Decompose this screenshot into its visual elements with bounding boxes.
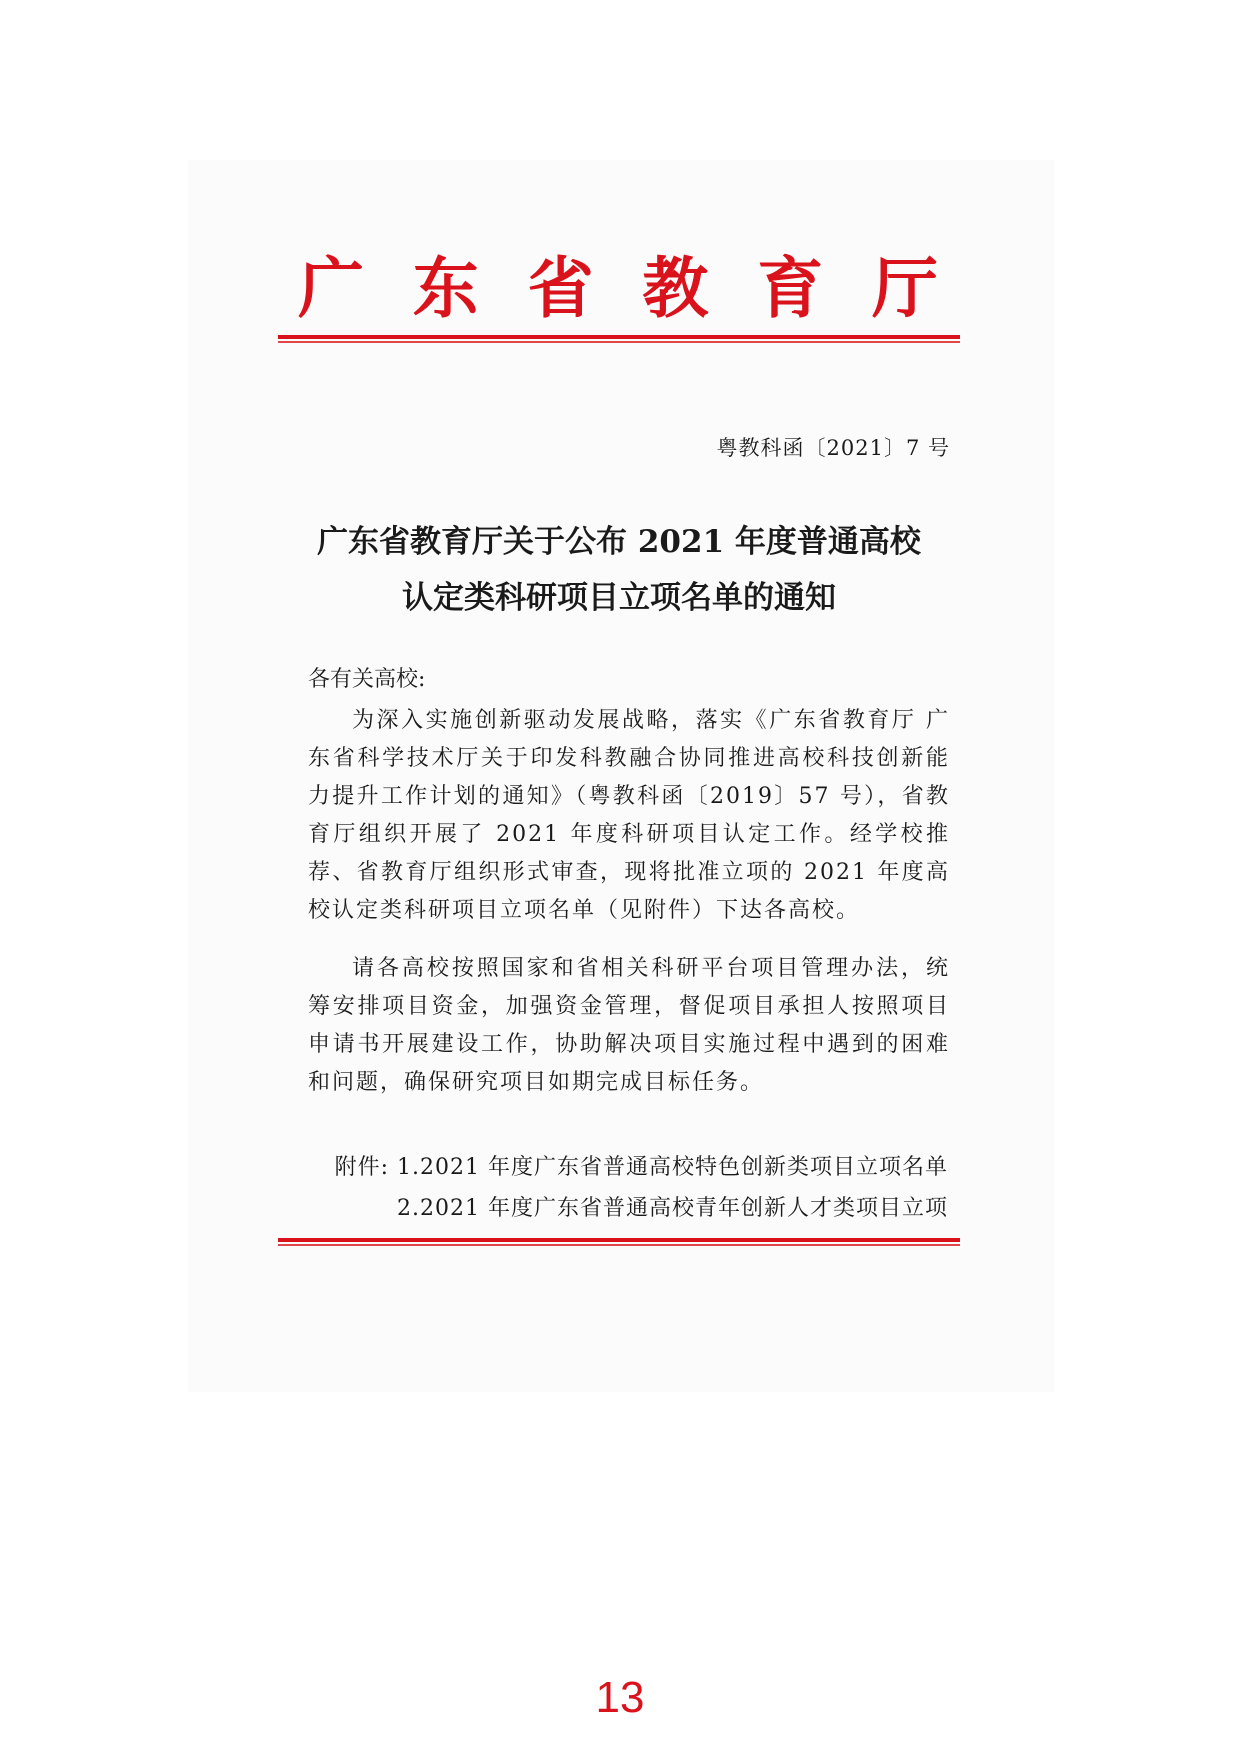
attachment-item-2: 2.2021 年度广东省普通高校青年创新人才类项目立项 [397, 1196, 948, 1221]
agency-letterhead [298, 252, 938, 326]
letterhead-char: 省 [527, 250, 594, 327]
salutation: 各有关高校: [308, 667, 426, 692]
divider-thin-line [278, 341, 960, 343]
footer-divider [278, 1238, 960, 1247]
document-number: 粤教科函〔2021〕7 号 [716, 436, 950, 460]
attachment-item-1: 附件: 1.2021 年度广东省普通高校特色创新类项目立项名单 [334, 1155, 948, 1180]
divider-thick-line [278, 1238, 960, 1242]
page-number: 13 [595, 1673, 645, 1722]
letterhead-char: 教 [642, 250, 709, 327]
document-title-line-1: 广东省教育厅关于公布 2021 年度普通高校 [317, 524, 921, 560]
divider-thin-line [278, 1244, 960, 1246]
letterhead-char: 育 [757, 250, 824, 327]
divider-thick-line [278, 335, 960, 339]
letterhead-char: 广 [298, 250, 364, 327]
letterhead-char: 东 [412, 250, 479, 327]
document-title-line-2: 认定类科研项目立项名单的通知 [402, 580, 836, 616]
body-paragraph-2: 请各高校按照国家和省相关科研平台项目管理办法，统筹安排项目资金，加强资金管理，督促项目承担人按照项目申请书开展建设工作，协助解决项目实施过程中遇到的困难和问题，确保研究项目如期完成目标任务。 [308, 956, 950, 1095]
letterhead-divider [278, 335, 960, 344]
body-paragraph-1: 为深入实施创新驱动发展战略，落实《广东省教育厅 广东省科学技术厅关于印发科教融合协同推进高校科技创新能力提升工作计划的通知》（粤教科函〔2019〕57 号），省教育厅组织开展了 2021 年度科研项目认定工作。经学校推荐、省教育厅组织形式审查，现将批准立项的 2021 年度高校认定类科研项目立项名单（见附件）下达各高校。 [308, 708, 950, 923]
letterhead-char: 厅 [871, 250, 938, 327]
